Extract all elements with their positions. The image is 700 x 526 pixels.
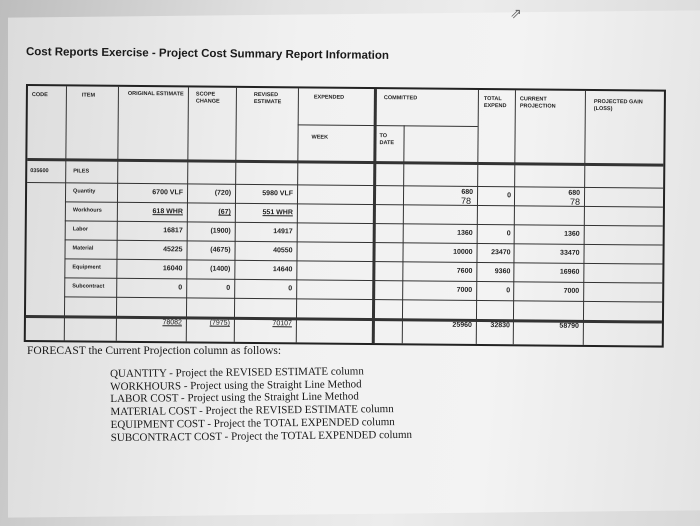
row-divider [64,277,662,283]
header-original-estimate: ORIGINAL ESTIMATE [127,90,184,98]
to-date-value: 1360 [457,229,473,237]
row-item: Labor [72,226,89,233]
row-divider [64,258,662,264]
to-date-value: 7600 [456,267,473,275]
committed-value: 0 [506,287,511,295]
original-estimate-value: 45225 [163,246,183,254]
committed-value: 23470 [491,249,511,257]
header-scope-change: SCOPE CHANGE [195,91,220,105]
to-date-value: 7000 [456,286,473,294]
total-committed: 32830 [490,322,510,330]
original-estimate-value: 16817 [163,227,183,235]
instruction-line: WORKHOURS - Project using the Straight Line Method [110,378,362,393]
to-date-value: 680 [461,188,474,196]
forecast-heading: FORECAST the Current Projection column as follows: [27,345,282,357]
scope-change-value: (1400) [210,265,231,273]
row-item: Quantity [73,188,96,195]
total-to-date: 25960 [452,321,472,329]
column-divider [583,91,586,345]
cost-summary-table [24,84,666,348]
committed-value: 9360 [494,268,511,276]
committed-value: 0 [506,230,511,238]
total-expend-value: 16960 [559,268,580,276]
original-estimate-value: 16040 [162,265,183,273]
instruction-line: SUBCONTRACT COST - Project the TOTAL EXPENDED column [110,428,413,444]
page-title: Cost Reports Exercise - Project Cost Summary Report Information [25,46,390,62]
header-expended: EXPENDED [313,94,345,101]
column-divider [296,88,299,342]
row-item: Equipment [72,264,101,271]
header-item: ITEM [81,92,96,99]
original-estimate-value: 6700 VLF [152,189,184,197]
total-total-expend: 58790 [559,322,579,330]
total-revised-estimate: 70107 [272,320,292,328]
committed-value: 0 [507,192,512,200]
header-to-date: TO DATE [379,133,395,147]
instruction-line: EQUIPMENT COST - Project the TOTAL EXPENDED column [110,415,395,431]
original-estimate-value: 618 WHR [152,208,183,216]
row-item: Subcontract [72,283,105,290]
row-divider [298,124,478,127]
instruction-line: LABOR COST - Project using the Straight Line Method [110,390,359,406]
instruction-line: QUANTITY - Project the REVISED ESTIMATE column [110,365,364,380]
original-estimate-value: 0 [178,284,183,292]
to-date-value: 10000 [453,248,473,256]
total-expend-value: 7000 [563,287,580,295]
column-divider [476,90,479,344]
header-projected-gain-loss: PROJECTED GAIN (LOSS) [593,98,643,113]
scope-change-value: (1900) [210,227,231,235]
column-divider [64,86,67,340]
header-week: WEEK [311,134,329,141]
header-committed: COMMITTED [383,95,418,102]
row-divider [27,182,663,189]
row-divider [64,296,662,302]
revised-estimate-value: 0 [288,285,293,293]
revised-estimate-value: 40550 [273,247,293,255]
header-revised-estimate: REVISED ESTIMATE [253,91,282,106]
row-divider [65,239,663,245]
column-divider [513,90,516,344]
revised-estimate-value: 551 WHR [262,209,293,217]
row-item: Material [72,245,94,252]
header-code: CODE [31,92,48,99]
revised-estimate-value: 14917 [273,228,293,236]
row-divider [65,220,663,226]
row-divider [27,158,663,167]
header-current-projection: CURRENT PROJECTION [519,96,556,110]
total-original-estimate: 78082 [162,319,182,327]
revised-estimate-value: 5980 VLF [262,190,294,198]
revised-estimate-value: 14640 [272,266,293,274]
total-expend-value: 680 [568,189,581,197]
section-item: PILES [73,168,90,175]
header-total-expend: TOTAL EXPEND [483,95,507,110]
total-expend-handwritten-value: 78 [569,196,581,207]
forecast-instructions [110,365,412,444]
scope-change-value: (4675) [210,246,231,254]
total-scope-change: (7975) [209,319,230,327]
to-date-handwritten-value: 78 [460,195,472,206]
scope-change-value: (67) [218,208,231,216]
cursor-icon: ⇗ [510,6,522,22]
total-expend-value: 33470 [560,249,580,257]
scope-change-value: 0 [226,284,231,292]
column-divider [372,89,377,343]
scope-change-value: (720) [214,189,232,197]
row-item: Workhours [72,207,102,214]
total-expend-value: 1360 [564,230,580,238]
instruction-line: MATERIAL COST - Project the REVISED ESTIMATE column [110,403,394,419]
cost-code: 035600 [30,168,49,175]
